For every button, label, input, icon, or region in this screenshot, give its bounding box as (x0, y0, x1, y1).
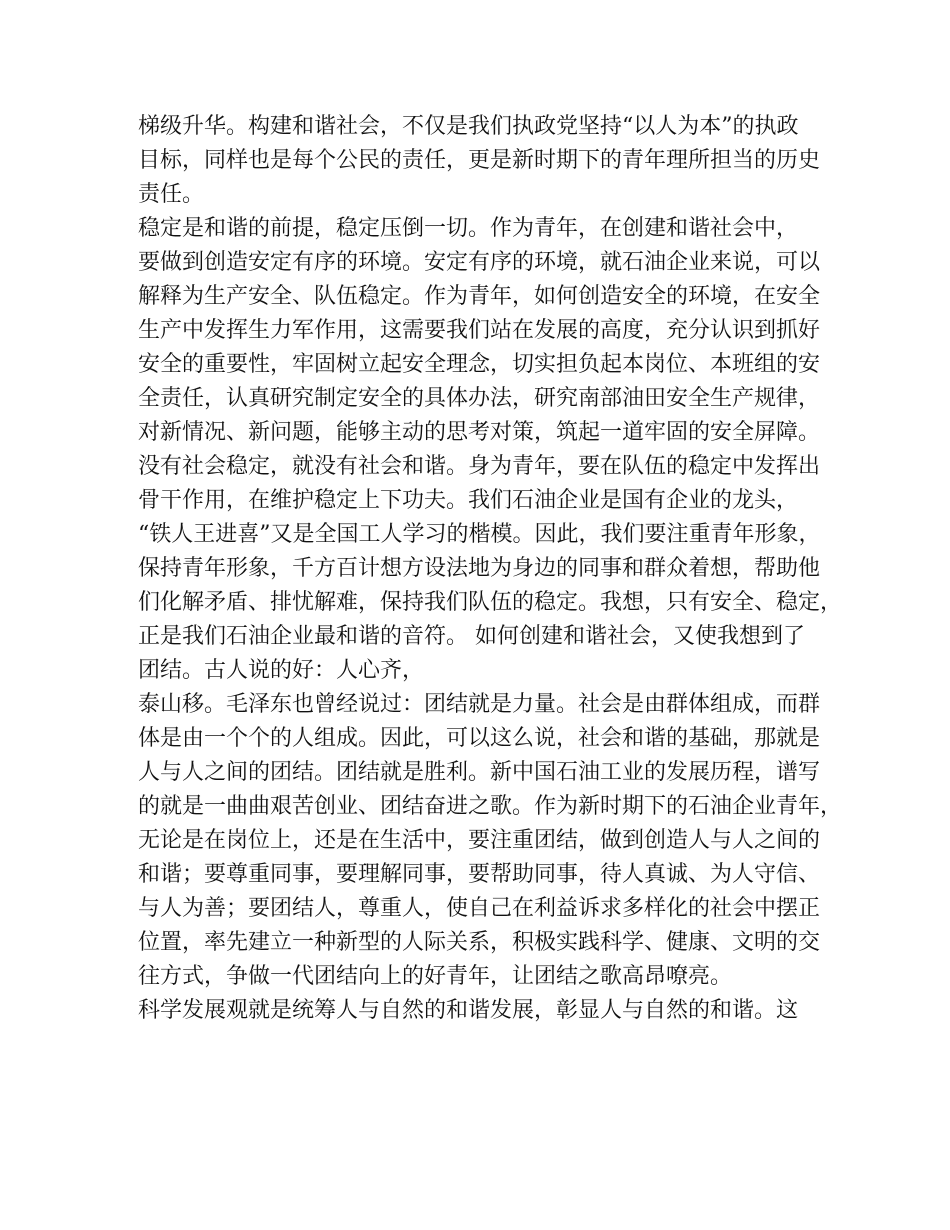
text-line: 泰山移。毛泽东也曾经说过：团结就是力量。社会是由群体组成，而群 (138, 692, 821, 717)
text-line: 科学发展观就是统筹人与自然的和谐发展，彰显人与自然的和谐。这 (138, 998, 799, 1023)
text-line: 生产中发挥生力军作用，这需要我们站在发展的高度，充分认识到抓好 (138, 318, 821, 343)
text-line: 没有社会稳定，就没有社会和谐。身为青年，要在队伍的稳定中发挥出 (138, 454, 821, 479)
text-line: 与人为善；要团结人，尊重人，使自己在利益诉求多样化的社会中摆正 (138, 896, 821, 921)
text-line: 们化解矛盾、排忧解难，保持我们队伍的稳定。我想，只有安全、稳定， (138, 590, 843, 615)
text-line: 正是我们石油企业最和谐的音符。 如何创建和谐社会，又使我想到了 (138, 624, 805, 649)
text-line: 稳定是和谐的前提，稳定压倒一切。作为青年，在创建和谐社会中， (138, 216, 799, 241)
text-line: 梯级升华。构建和谐社会，不仅是我们执政党坚持“以人为本”的执政 (138, 114, 799, 139)
body-text (138, 110, 843, 1028)
text-line: 的就是一曲曲艰苦创业、团结奋进之歌。作为新时期下的石油企业青年， (138, 794, 843, 819)
text-line: 目标，同样也是每个公民的责任，更是新时期下的青年理所担当的历史 (138, 148, 821, 173)
text-line: 体是由一个个的人组成。因此，可以这么说，社会和谐的基础，那就是 (138, 726, 821, 751)
text-line: 全责任，认真研究制定安全的具体办法，研究南部油田安全生产规律， (138, 386, 821, 411)
text-line: 位置，率先建立一种新型的人际关系，积极实践科学、健康、文明的交 (138, 930, 821, 955)
text-line: 团结。古人说的好：人心齐， (138, 658, 425, 683)
text-line: 责任。 (138, 182, 205, 207)
text-line: 骨干作用，在维护稳定上下功夫。我们石油企业是国有企业的龙头， (138, 488, 799, 513)
text-line: 往方式，争做一代团结向上的好青年，让团结之歌高昂嘹亮。 (138, 964, 733, 989)
text-line: 和谐；要尊重同事，要理解同事，要帮助同事，待人真诚、为人守信、 (138, 862, 821, 887)
text-line: 对新情况、新问题，能够主动的思考对策，筑起一道牢固的安全屏障。 (138, 420, 821, 445)
text-line: “铁人王进喜”又是全国工人学习的楷模。因此，我们要注重青年形象， (138, 522, 821, 547)
text-line: 无论是在岗位上，还是在生活中，要注重团结，做到创造人与人之间的 (138, 828, 821, 853)
text-line: 要做到创造安定有序的环境。安定有序的环境，就石油企业来说，可以 (138, 250, 821, 275)
text-line: 保持青年形象，千方百计想方设法地为身边的同事和群众着想，帮助他 (138, 556, 821, 581)
text-line: 解释为生产安全、队伍稳定。作为青年，如何创造安全的环境，在安全 (138, 284, 821, 309)
text-line: 人与人之间的团结。团结就是胜利。新中国石油工业的发展历程，谱写 (138, 760, 821, 785)
text-line: 安全的重要性，牢固树立起安全理念，切实担负起本岗位、本班组的安 (138, 352, 821, 377)
